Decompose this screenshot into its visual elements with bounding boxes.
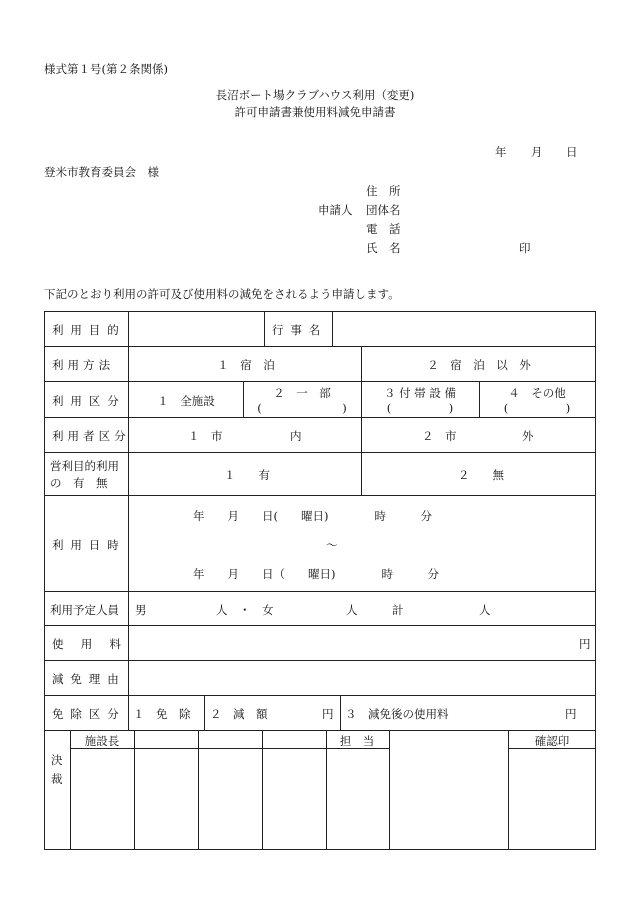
exemption-after-unit: 円 [565,707,577,721]
date-day-label: 日 [566,145,578,159]
reason-label: 減免理由 [52,672,126,686]
person-in-charge-label: 担 当 [339,734,375,748]
date-month-label: 月 [531,145,543,159]
form-number: 様式第１号(第２条関係) [44,62,168,76]
category-option-partial: ２ 一 部 [273,386,331,400]
profit-label-line2: の 有 無 [50,476,108,490]
user-category-label: 利用者区分 [52,429,130,443]
datetime-end: 年 月 日（ 曜日) 時 分 [193,567,439,581]
category-partial-paren: ( ) [257,401,347,415]
applicant-label: 申請人 [318,203,353,217]
user-option-out-city-suffix: 外 [522,429,534,443]
purpose-label: 利用目的 [52,323,126,337]
fee-label: 使用料 [52,637,139,651]
datetime-tilde: ～ [326,538,338,552]
people-female-label: 人 ・ 女 [216,603,274,617]
exemption-label: 免除区分 [52,707,126,721]
method-option-non-lodging: ２ 宿 泊 以 外 [427,358,531,372]
fee-unit: 円 [579,637,591,651]
people-male-label: 男 [135,603,147,617]
exemption-option-after: ３ 減免後の使用料 [345,707,449,721]
date-year-label: 年 [495,145,507,159]
datetime-start: 年 月 日( 曜日) 時 分 [193,509,432,523]
category-option-equipment: ３ 付 帯 設 備 [383,386,457,400]
profit-option-no: ２ 無 [458,468,504,482]
exemption-reduction-unit: 円 [322,707,334,721]
applicant-phone-label: 電 話 [366,222,401,236]
applicant-address-label: 住 所 [366,184,401,198]
people-total-unit: 人 [479,603,491,617]
user-option-in-city: １ 市 [188,429,223,443]
people-total-label: 人 計 [346,603,404,617]
form-title-line2: 許可申請書兼使用料減免申請書 [234,105,396,119]
category-label: 利用区分 [52,394,126,408]
event-name-label: 行事名 [272,323,328,337]
category-option-other: ４ その他 [508,386,566,400]
method-option-lodging: １ 宿 泊 [217,358,275,372]
profit-option-yes: １ 有 [224,468,270,482]
applicant-name-label: 氏 名 [366,241,401,255]
applicant-org-label: 団体名 [366,203,401,217]
director-label: 施設長 [84,734,120,748]
profit-label-line1: 営利目的利用 [50,459,119,473]
exemption-option-reduction: ２ 減 額 [210,707,268,721]
user-option-out-city: ２ 市 [422,429,457,443]
intro-text: 下記のとおり利用の許可及び使用料の減免をされるよう申請します。 [44,287,400,301]
confirmation-seal-label: 確認印 [534,734,570,748]
seal-mark: 印 [519,241,531,255]
category-option-all: １ 全施設 [157,394,215,408]
addressee: 登米市教育委員会 様 [44,165,159,179]
category-other-paren: ( ) [503,401,571,415]
decision-label-bottom: 裁 [51,772,63,786]
method-label: 利用方法 [52,358,115,372]
decision-label-top: 決 [51,753,63,767]
category-equipment-paren: ( ) [386,401,454,415]
people-label: 利用予定人員 [50,603,119,617]
exemption-option-full: １ 免 除 [133,707,191,721]
datetime-label: 利用日時 [52,538,126,552]
form-title-line1: 長沼ボート場クラブハウス利用（変更) [215,88,415,102]
user-option-in-city-suffix: 内 [290,429,302,443]
